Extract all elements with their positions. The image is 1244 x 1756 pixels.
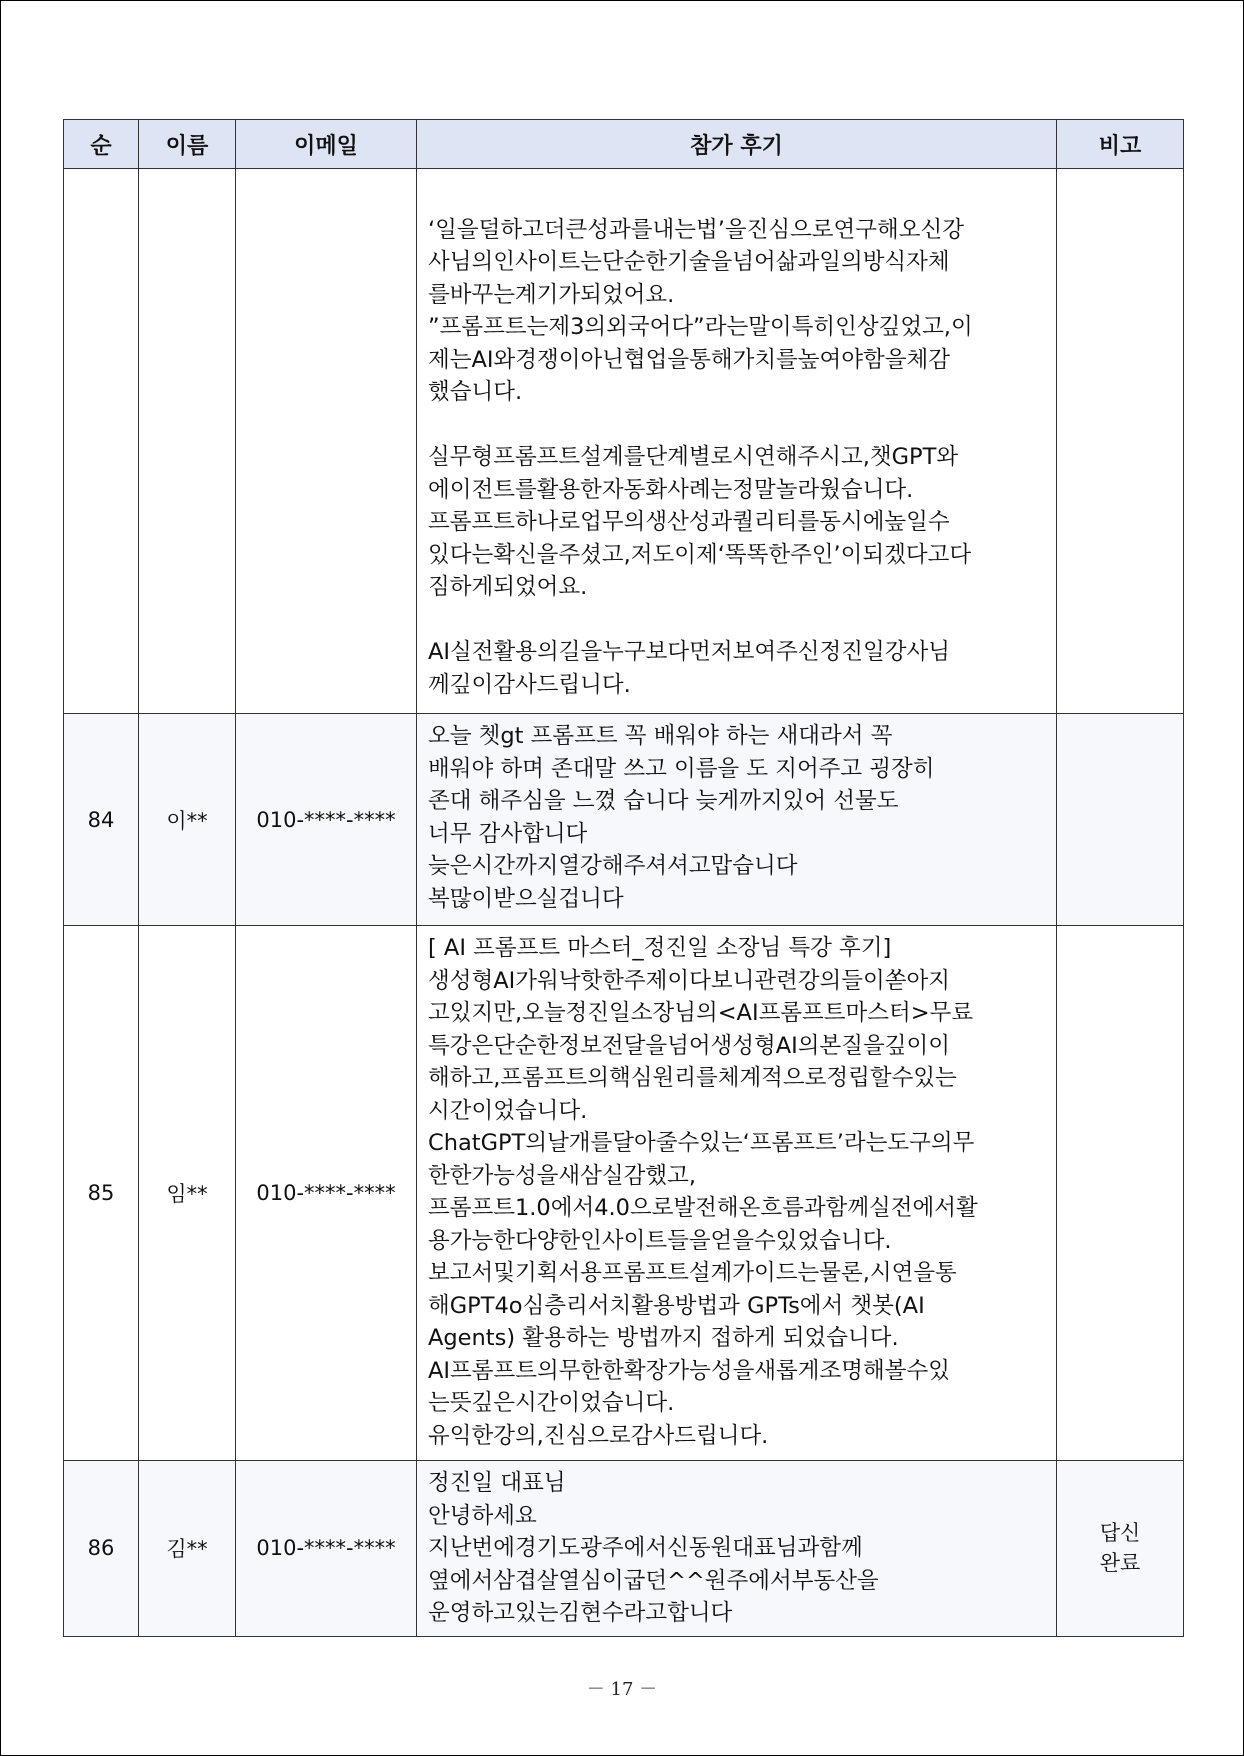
review-line: 했습니다. (428, 379, 523, 405)
cell-email: 010-****-**** (236, 714, 417, 926)
table-row (64, 926, 1184, 1461)
review-line: 고있지만,오늘정진일소장님의<AI프롬프트마스터>무료 (428, 1000, 974, 1026)
review-line (428, 604, 1044, 637)
review-line: 프롬프트1.0에서4.0으로발전해온흐름과함께실전에서활 (428, 1195, 978, 1221)
review-line: 안녕하세요 (428, 1502, 537, 1529)
cell-note (1057, 1461, 1184, 1637)
review-line: 제는AI와경쟁이아닌협업을통해가치를높여야함을체감 (428, 346, 950, 373)
cell-no: 85 (64, 926, 139, 1461)
review-line: 존대 해주심을 느꼈 습니다 늦게까지있어 선물도 (428, 788, 899, 814)
review-line: 에이전트를활용한자동화사례는정말놀라웠습니다. (428, 476, 914, 503)
header-review: 참가 후기 (417, 120, 1057, 169)
review-line: 너무 감사합니다 (428, 820, 588, 847)
review-line: 실무형프롬프트설계를단계별로시연해주시고,챗GPT와 (428, 444, 959, 470)
cell-review (417, 169, 1057, 714)
review-line: 있다는확신을주셨고,저도이제‘똑똑한주인’이되겠다고다 (428, 541, 972, 568)
cell-review (417, 1461, 1057, 1637)
cell-name (139, 169, 236, 714)
table-row (64, 714, 1184, 926)
review-line: ”프롬프트는제3의외국어다”라는말이특히인상깊었고,이 (428, 314, 973, 340)
table-row (64, 1461, 1184, 1637)
cell-note (1057, 714, 1184, 926)
table-row (64, 169, 1184, 714)
review-line: 늦은시간까지열강해주셔셔고맙습니다 (428, 853, 798, 879)
review-line: 해하고,프롬프트의핵심원리를체계적으로정립할수있는 (428, 1065, 957, 1091)
header-note: 비고 (1057, 120, 1184, 169)
review-line: 프롬프트하나로업무의생산성과퀄리티를동시에높일수 (428, 509, 950, 535)
review-line: 복많이받으실겁니다 (428, 885, 624, 912)
review-line: 용가능한다양한인사이트들을얻을수있었습니다. (428, 1227, 892, 1254)
review-line: 시간이었습니다. (428, 1097, 588, 1124)
cell-email: 010-****-**** (236, 1461, 417, 1637)
cell-note (1057, 926, 1184, 1461)
review-line: 생성형AI가워낙핫한주제이다보니관련강의들이쏟아지 (428, 967, 950, 994)
note-line: 답신 (1099, 1521, 1141, 1546)
review-line: ‘일을덜하고더큰성과를내는법’을진심으로연구해오신강 (428, 216, 964, 243)
review-line: 운영하고있는김현수라고합니다 (428, 1600, 733, 1626)
review-line: 한한가능성을새삼실감했고, (428, 1162, 696, 1189)
review-line: AI실전활용의길을누구보다먼저보여주신정진일강사님 (428, 639, 950, 665)
cell-name: 이** (139, 714, 236, 926)
review-table (63, 119, 1184, 1637)
note-line: 완료 (1099, 1551, 1141, 1576)
cell-review (417, 714, 1057, 926)
review-line: 짐하게되었어요. (428, 574, 588, 600)
cell-review (417, 926, 1057, 1461)
page-number: － 17 － (586, 1679, 658, 1700)
review-line: [ AI 프롬프트 마스터_정진일 소장님 특강 후기] (428, 935, 892, 961)
cell-no: 84 (64, 714, 139, 926)
review-line: 사님의인사이트는단순한기술을넘어삶과일의방식자체 (428, 249, 950, 275)
review-line: 오늘 쳇gt 프롬프트 꼭 배워야 하는 새대라서 꼭 (428, 723, 893, 749)
header-email: 이메일 (236, 120, 417, 169)
review-line: 보고서및기획서용프롬프트설계가이드는물론,시연을통 (428, 1260, 957, 1286)
header-name: 이름 (139, 120, 236, 169)
cell-name: 김** (139, 1461, 236, 1637)
review-line: 특강은단순한정보전달을넘어생성형AI의본질을깊이이 (428, 1032, 950, 1059)
review-line (428, 181, 1044, 214)
review-line (428, 409, 1044, 442)
review-line: 지난번에경기도광주에서신동원대표님과함께 (428, 1535, 863, 1561)
review-line: Agents) 활용하는 방법까지 접하게 되었습니다. (428, 1325, 899, 1351)
cell-note (1057, 169, 1184, 714)
review-line: AI프롬프트의무한한확장가능성을새롭게조명해볼수있 (428, 1357, 950, 1384)
header-no: 순 (64, 120, 139, 169)
review-line: 께깊이감사드립니다. (428, 671, 631, 698)
review-line: 옆에서삼겹살열심이굽던^^원주에서부동산을 (428, 1567, 879, 1594)
review-line: ChatGPT의날개를달아줄수있는‘프롬프트’라는도구의무 (428, 1130, 975, 1156)
cell-no: 86 (64, 1461, 139, 1637)
review-line: 유익한강의,진심으로감사드립니다. (428, 1422, 769, 1449)
cell-name: 임** (139, 926, 236, 1461)
cell-email: 010-****-**** (236, 926, 417, 1461)
header-row (64, 120, 1184, 169)
review-line: 를바꾸는계기가되었어요. (428, 281, 675, 308)
review-line: 정진일 대표님 (428, 1470, 566, 1496)
cell-no (64, 169, 139, 714)
review-line: 해GPT4o심층리서치활용방법과 GPTs에서 챗봇(AI (428, 1292, 925, 1319)
cell-email (236, 169, 417, 714)
review-line: 는뜻깊은시간이었습니다. (428, 1390, 675, 1416)
review-line: 배워야 하며 존대말 쓰고 이름을 도 지어주고 굉장히 (428, 755, 935, 782)
